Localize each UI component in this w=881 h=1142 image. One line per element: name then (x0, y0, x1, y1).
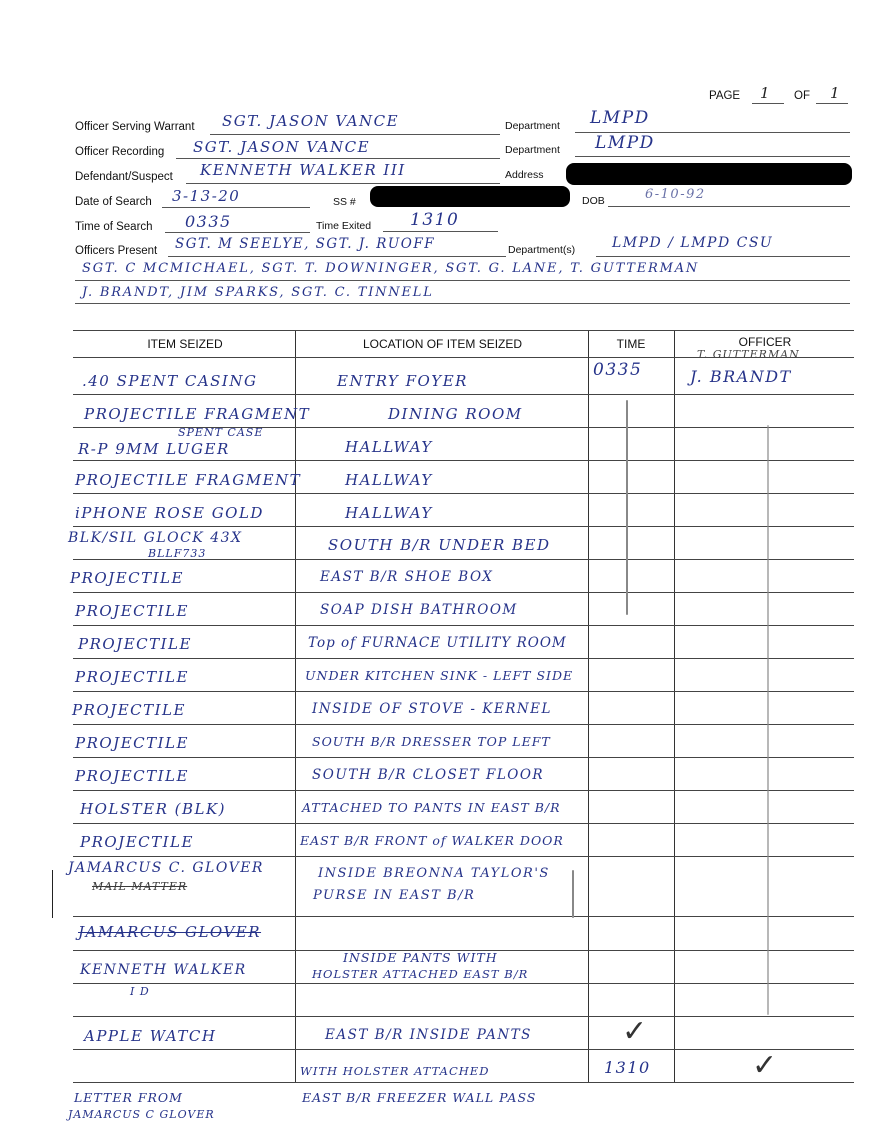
row-line (73, 460, 854, 461)
page-label: PAGE (709, 90, 741, 102)
location-cell: SOUTH B/R CLOSET FLOOR (312, 767, 545, 783)
officers-present-underline-1 (168, 256, 506, 257)
location-cell: HALLWAY (345, 438, 433, 456)
item-cell: PROJECTILE (75, 734, 189, 752)
date-value: 3-13-20 (172, 187, 241, 205)
officers-present-line-1: SGT. M SEELYE, SGT. J. RUOFF (175, 236, 436, 252)
table-bottom-border (73, 1082, 854, 1083)
item-cell: JAMARCUS C. GLOVER (68, 860, 264, 876)
item-cell: PROJECTILE (78, 635, 192, 653)
row-line (73, 983, 854, 984)
checkmark-icon: ✓ (752, 1048, 778, 1083)
row-line (73, 1016, 854, 1017)
location-cell: EAST B/R SHOE BOX (320, 569, 494, 585)
location-cell: DINING ROOM (388, 405, 523, 423)
address-redaction (566, 163, 852, 185)
pencil-ditto-line (626, 400, 628, 615)
time-line (165, 232, 310, 233)
item-cell: PROJECTILE (80, 833, 194, 851)
department-label-2: Department (505, 144, 560, 156)
date-line (162, 207, 310, 208)
dob-line (608, 206, 850, 207)
location-cell: EAST B/R INSIDE PANTS (325, 1027, 532, 1043)
item-cell: KENNETH WALKER (80, 962, 247, 978)
defendant-value: KENNETH WALKER III (200, 161, 406, 179)
time-exited-value: 1310 (410, 210, 460, 230)
item-cell: PROJECTILE (75, 602, 189, 620)
dob-value: 6-10-92 (645, 187, 706, 202)
officer-serving-label: Officer Serving Warrant (75, 121, 195, 133)
officer-serving-line (210, 134, 500, 135)
table-col-divider-1 (295, 330, 296, 1082)
department-label-1: Department (505, 120, 560, 132)
row-line (73, 394, 854, 395)
location-cell: Top of FURNACE UTILITY ROOM (308, 635, 567, 651)
location-cell: INSIDE PANTS WITH (343, 950, 498, 965)
row-line (73, 1049, 854, 1050)
officer-recording-label: Officer Recording (75, 146, 165, 158)
dob-label: DOB (582, 195, 605, 207)
page-number-line (752, 103, 784, 104)
ss-redaction (370, 186, 570, 207)
item-cell: BLK/SIL GLOCK 43X (68, 530, 243, 546)
item-cell: R-P 9MM LUGER (78, 440, 230, 458)
time-first-row: 0335 (593, 360, 643, 380)
department-value-2: LMPD (595, 133, 655, 153)
defendant-label: Defendant/Suspect (75, 171, 173, 183)
officers-present-underline-2 (75, 280, 850, 281)
footer-item: LETTER FROM (74, 1090, 183, 1105)
page-number: 1 (760, 84, 772, 102)
row-line (73, 916, 854, 917)
time-value: 0335 (185, 212, 232, 231)
location-cell: INSIDE OF STOVE - KERNEL (312, 701, 552, 717)
officers-present-line-2: SGT. C MCMICHAEL, SGT. T. DOWNINGER, SGT. G. LANE, T. GUTTERMAN (82, 261, 700, 276)
table-top-border (73, 330, 854, 331)
item-note: BLLF733 (148, 547, 207, 560)
location-cell: SOUTH B/R UNDER BED (328, 536, 551, 554)
footer-item-2: JAMARCUS C GLOVER (68, 1108, 215, 1121)
row-line (73, 526, 854, 527)
defendant-line (186, 183, 500, 184)
item-note: SPENT CASE (178, 426, 264, 439)
location-cell: UNDER KITCHEN SINK - LEFT SIDE (305, 668, 574, 683)
location-cell: SOUTH B/R DRESSER TOP LEFT (312, 734, 551, 749)
item-cell: PROJECTILE (75, 767, 189, 785)
table-col-divider-3 (674, 330, 675, 1082)
item-cell: .40 SPENT CASING (82, 372, 258, 390)
officers-present-label: Officers Present (75, 245, 158, 257)
page-total: 1 (830, 84, 842, 102)
officers-present-line-3: J. BRANDT, JIM SPARKS, SGT. C. TINNELL (82, 285, 434, 300)
time-cell: 1310 (604, 1058, 651, 1077)
item-cell: PROJECTILE (72, 701, 186, 719)
header-time: TIME (616, 337, 646, 351)
location-cell: EAST B/R FRONT of WALKER DOOR (300, 833, 564, 848)
officer-recording-line (176, 158, 500, 159)
item-cell: PROJECTILE FRAGMENT (75, 471, 302, 489)
page-total-line (816, 103, 848, 104)
header-location: LOCATION OF ITEM SEIZED (362, 337, 523, 351)
item-cell: APPLE WATCH (84, 1027, 217, 1045)
location-cell: HALLWAY (345, 504, 433, 522)
item-cell: PROJECTILE (75, 668, 189, 686)
officers-present-underline-3 (75, 303, 850, 304)
row-line (73, 658, 854, 659)
item-cell: PROJECTILE (70, 569, 184, 587)
item-cell: iPHONE ROSE GOLD (75, 504, 264, 522)
row-line (73, 592, 854, 593)
location-cell: PURSE IN EAST B/R (313, 888, 476, 903)
row-line (73, 625, 854, 626)
row-line (73, 724, 854, 725)
item-cell: PROJECTILE FRAGMENT (84, 405, 311, 423)
item-note: I D (130, 985, 150, 998)
row-line (73, 790, 854, 791)
officer-serving-value: SGT. JASON VANCE (222, 112, 400, 130)
row-line (73, 823, 854, 824)
header-officer: OFFICER (738, 335, 792, 349)
departments-value: LMPD / LMPD CSU (612, 235, 774, 251)
location-cell: SOAP DISH BATHROOM (320, 602, 518, 618)
row-line (73, 856, 854, 857)
officer-first-row-1: T. GUTTERMAN (697, 348, 800, 361)
page-of-label: OF (794, 90, 810, 102)
item-note: MAIL MATTER (92, 880, 188, 893)
location-cell: WITH HOLSTER ATTACHED (300, 1064, 490, 1078)
footer-location: EAST B/R FREEZER WALL PASS (302, 1090, 537, 1105)
time-exited-line (383, 231, 498, 232)
officer-first-row-2: J. BRANDT (690, 367, 792, 386)
header-item-seized: ITEM SEIZED (147, 337, 223, 351)
row-line (73, 493, 854, 494)
location-cell: HALLWAY (345, 471, 433, 489)
item-cell-struck: JAMARCUS GLOVER (78, 923, 262, 941)
departments-underline (596, 256, 850, 257)
table-col-divider-2 (588, 330, 589, 1082)
row-line (73, 691, 854, 692)
location-cell: ENTRY FOYER (337, 372, 468, 390)
departments-label: Department(s) (508, 244, 576, 256)
item-cell: HOLSTER (BLK) (80, 800, 227, 818)
location-cell: ATTACHED TO PANTS IN EAST B/R (302, 800, 561, 815)
row-line (73, 757, 854, 758)
bracket-mark (572, 870, 574, 918)
address-label: Address (505, 169, 544, 181)
pencil-ditto-line (767, 425, 769, 1015)
checkmark-icon: ✓ (622, 1014, 648, 1049)
department-line-2 (575, 156, 850, 157)
date-label: Date of Search (75, 196, 152, 208)
ss-label: SS # (333, 196, 356, 208)
officer-recording-value: SGT. JASON VANCE (193, 138, 371, 156)
location-cell: INSIDE BREONNA TAYLOR'S (318, 866, 550, 881)
department-value-1: LMPD (590, 108, 650, 128)
margin-mark (52, 870, 53, 918)
time-label: Time of Search (75, 221, 153, 233)
location-cell: HOLSTER ATTACHED EAST B/R (312, 967, 529, 981)
time-exited-label: Time Exited (316, 220, 372, 232)
